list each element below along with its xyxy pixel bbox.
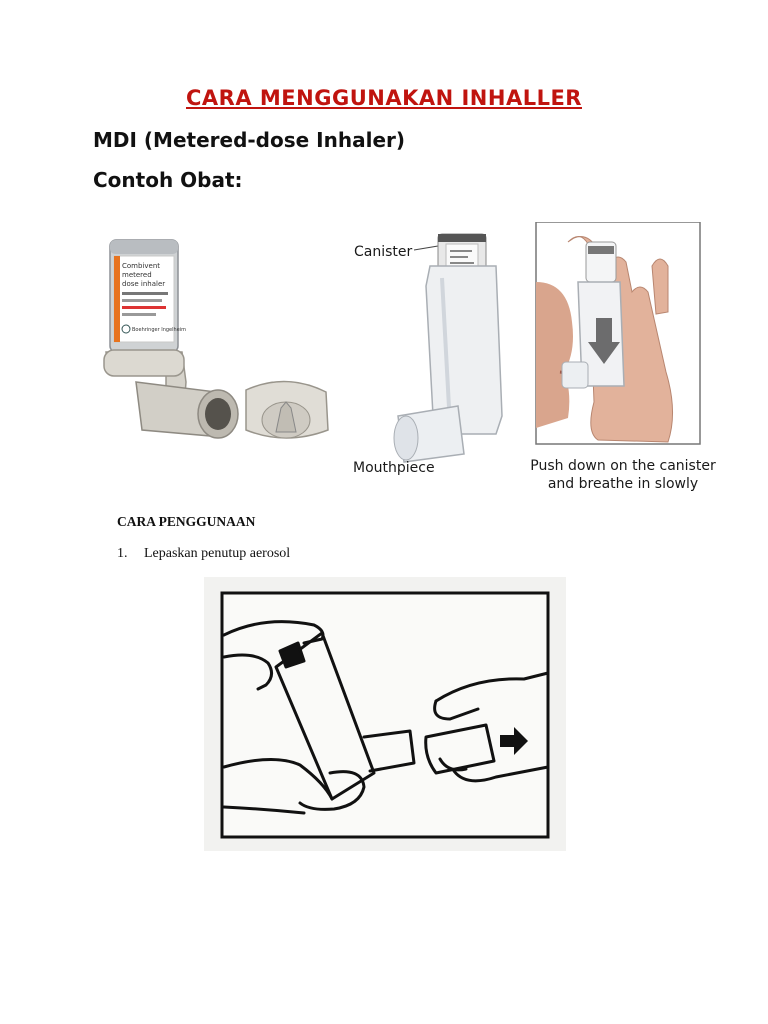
mouthpiece-label: Mouthpiece <box>353 460 435 476</box>
usage-caption <box>528 457 718 493</box>
section-heading: CARA PENGGUNAAN <box>117 514 256 529</box>
mdi-heading: MDI (Metered-dose Inhaler) <box>93 128 406 152</box>
document-title: CARA MENGGUNAKAN INHALLER <box>186 86 582 110</box>
label-brand: Boehringer Ingelheim <box>132 327 187 333</box>
remove-cap-illustration <box>204 577 566 851</box>
label-line1: Combivent <box>122 262 161 270</box>
inhaler-usage-photo <box>528 222 718 494</box>
example-heading: Contoh Obat: <box>93 168 243 192</box>
label-line3: dose inhaler <box>122 280 166 288</box>
inhaler-diagram <box>346 226 526 488</box>
step-text: Lepaskan penutup aerosol <box>144 546 291 561</box>
step-number: 1. <box>117 546 128 561</box>
combivent-inhaler-photo <box>96 232 336 464</box>
caption-line2: and breathe in slowly <box>547 476 699 492</box>
caption-line1: Push down on the canister <box>530 458 716 474</box>
step-item <box>117 546 290 562</box>
canister-label: Canister <box>354 244 413 260</box>
label-line2: metered <box>122 271 152 279</box>
